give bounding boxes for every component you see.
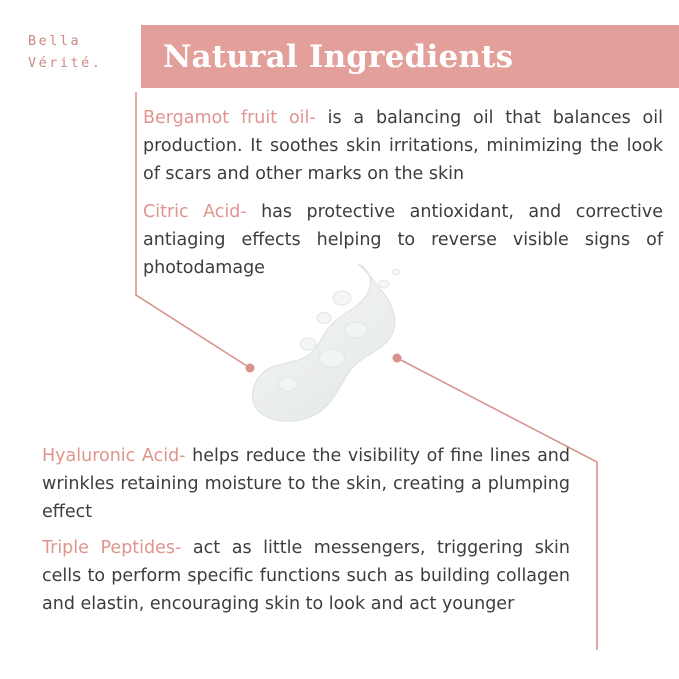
ingredient-triple-peptides bbox=[42, 534, 570, 618]
ingredient-term: Bergamot fruit oil- bbox=[143, 108, 316, 128]
header-banner bbox=[141, 25, 679, 88]
brand-logo bbox=[28, 30, 138, 74]
ingredient-description: is a balancing oil that balances oil production. It soothes skin irritations, minimizing the look of scars and other marks on the skin bbox=[143, 108, 663, 184]
ingredient-hyaluronic-acid bbox=[42, 442, 570, 526]
droplet-bubble bbox=[333, 291, 351, 305]
droplet-bubble bbox=[317, 313, 331, 324]
brand-logo-line2: Vérité. bbox=[28, 55, 103, 71]
ingredient-term: Triple Peptides- bbox=[42, 538, 182, 558]
ingredient-term: Citric Acid- bbox=[143, 202, 247, 222]
ingredient-description: has protective antioxidant, and corrective antiaging effects helping to reverse visible signs of photodamage bbox=[143, 202, 663, 278]
ingredient-description: helps reduce the visibility of fine lines and wrinkles retaining moisture to the skin, creating a plumping effect bbox=[42, 446, 570, 522]
droplet-bubble bbox=[300, 338, 316, 350]
ingredient-description: act as little messengers, triggering skin cells to perform specific functions such as building collagen and elastin, encouraging skin to look and act younger bbox=[42, 538, 570, 614]
droplet-body bbox=[252, 264, 394, 421]
droplet-bubble bbox=[319, 349, 345, 367]
ingredient-citric-acid bbox=[143, 198, 663, 282]
droplet-bubble bbox=[345, 322, 367, 338]
brand-logo-line1: Bella bbox=[28, 33, 82, 49]
page-title: Natural Ingredients bbox=[163, 38, 514, 75]
ingredient-bergamot-fruit-oil bbox=[143, 104, 663, 188]
ingredient-term: Hyaluronic Acid- bbox=[42, 446, 186, 466]
droplet-bubble bbox=[279, 377, 297, 391]
serum-droplet-image bbox=[236, 258, 436, 433]
